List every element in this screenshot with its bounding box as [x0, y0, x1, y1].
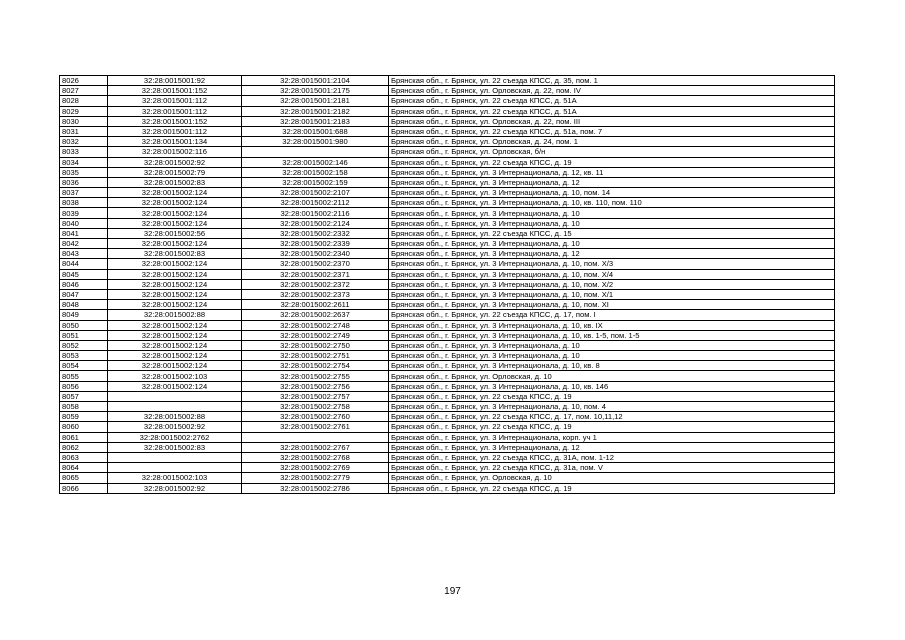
table-row [60, 463, 835, 473]
row-number-cell: 8048 [60, 300, 108, 310]
quarter-cadastral-cell [108, 402, 242, 412]
cadastral-number-cell: 32:28:0015002:2761 [242, 422, 389, 432]
cadastral-number-cell: 32:28:0015002:2779 [242, 473, 389, 483]
row-number-cell: 8042 [60, 239, 108, 249]
quarter-cadastral-cell: 32:28:0015002:124 [108, 239, 242, 249]
table-row [60, 106, 835, 116]
cadastral-number-cell: 32:28:0015002:2768 [242, 452, 389, 462]
row-number-cell: 8047 [60, 289, 108, 299]
address-cell: Брянская обл., г. Брянск, ул. 3 Интернационала, д. 10 [389, 208, 835, 218]
row-number-cell: 8066 [60, 483, 108, 493]
table-row [60, 310, 835, 320]
quarter-cadastral-cell: 32:28:0015002:116 [108, 147, 242, 157]
page-number: 197 [444, 586, 461, 597]
cadastral-number-cell: 32:28:0015002:2371 [242, 269, 389, 279]
quarter-cadastral-cell: 32:28:0015002:83 [108, 249, 242, 259]
cadastral-number-cell: 32:28:0015002:2372 [242, 279, 389, 289]
address-cell: Брянская обл., г. Брянск, ул. 3 Интернационала, д. 10, кв. 8 [389, 361, 835, 371]
cadastral-number-cell: 32:28:0015002:2751 [242, 351, 389, 361]
address-cell: Брянская обл., г. Брянск, ул. 3 Интернационала, корп. уч 1 [389, 432, 835, 442]
cadastral-number-cell: 32:28:0015002:146 [242, 157, 389, 167]
cadastral-number-cell: 32:28:0015002:2757 [242, 391, 389, 401]
address-cell: Брянская обл., г. Брянск, ул. 3 Интернационала, д. 12 [389, 177, 835, 187]
row-number-cell: 8032 [60, 137, 108, 147]
cadastral-number-cell: 32:28:0015001:2183 [242, 116, 389, 126]
table-row [60, 228, 835, 238]
address-cell: Брянская обл., г. Брянск, ул. Орловская, д. 10 [389, 473, 835, 483]
cadastral-number-cell: 32:28:0015002:2112 [242, 198, 389, 208]
address-cell: Брянская обл., г. Брянск, ул. 3 Интернационала, д. 10, пом. Х/2 [389, 279, 835, 289]
address-cell: Брянская обл., г. Брянск, ул. Орловская, д. 22, пом. IV [389, 86, 835, 96]
quarter-cadastral-cell: 32:28:0015001:152 [108, 86, 242, 96]
row-number-cell: 8030 [60, 116, 108, 126]
table-row [60, 249, 835, 259]
quarter-cadastral-cell: 32:28:0015002:103 [108, 473, 242, 483]
quarter-cadastral-cell: 32:28:0015001:112 [108, 96, 242, 106]
row-number-cell: 8059 [60, 412, 108, 422]
row-number-cell: 8051 [60, 330, 108, 340]
table-row [60, 218, 835, 228]
row-number-cell: 8044 [60, 259, 108, 269]
address-cell: Брянская обл., г. Брянск, ул. 22 съезда КПСС, д. 51А [389, 106, 835, 116]
row-number-cell: 8037 [60, 188, 108, 198]
quarter-cadastral-cell: 32:28:0015002:83 [108, 442, 242, 452]
table-row [60, 239, 835, 249]
address-cell: Брянская обл., г. Брянск, ул. 22 съезда КПСС, д. 51а, пом. 7 [389, 126, 835, 136]
quarter-cadastral-cell: 32:28:0015002:88 [108, 310, 242, 320]
quarter-cadastral-cell: 32:28:0015002:2762 [108, 432, 242, 442]
cadastral-number-cell: 32:28:0015002:2340 [242, 249, 389, 259]
table-row [60, 188, 835, 198]
address-cell: Брянская обл., г. Брянск, ул. 3 Интернационала, д. 12 [389, 442, 835, 452]
table-row [60, 289, 835, 299]
cadastral-number-cell: 32:28:0015002:2637 [242, 310, 389, 320]
cadastral-number-cell: 32:28:0015002:2760 [242, 412, 389, 422]
table-row [60, 167, 835, 177]
address-cell: Брянская обл., г. Брянск, ул. 22 съезда КПСС, д. 31а, пом. V [389, 463, 835, 473]
row-number-cell: 8043 [60, 249, 108, 259]
address-cell: Брянская обл., г. Брянск, ул. 22 съезда КПСС, д. 19 [389, 391, 835, 401]
table-row [60, 116, 835, 126]
cadastral-number-cell: 32:28:0015002:159 [242, 177, 389, 187]
cadastral-number-cell [242, 432, 389, 442]
table-row [60, 259, 835, 269]
row-number-cell: 8055 [60, 371, 108, 381]
table-row [60, 330, 835, 340]
table-row [60, 381, 835, 391]
table-row [60, 86, 835, 96]
table-row [60, 371, 835, 381]
cadastral-number-cell: 32:28:0015002:158 [242, 167, 389, 177]
row-number-cell: 8057 [60, 391, 108, 401]
address-cell: Брянская обл., г. Брянск, ул. 3 Интернационала, д. 10, пом. Х/4 [389, 269, 835, 279]
cadastral-number-cell: 32:28:0015002:2373 [242, 289, 389, 299]
quarter-cadastral-cell: 32:28:0015002:92 [108, 483, 242, 493]
cadastral-number-cell: 32:28:0015002:2769 [242, 463, 389, 473]
table-row [60, 422, 835, 432]
quarter-cadastral-cell: 32:28:0015002:124 [108, 269, 242, 279]
table-row [60, 208, 835, 218]
cadastral-number-cell: 32:28:0015002:2611 [242, 300, 389, 310]
table-row [60, 432, 835, 442]
row-number-cell: 8031 [60, 126, 108, 136]
row-number-cell: 8041 [60, 228, 108, 238]
table-row [60, 177, 835, 187]
quarter-cadastral-cell: 32:28:0015002:79 [108, 167, 242, 177]
quarter-cadastral-cell: 32:28:0015002:124 [108, 330, 242, 340]
quarter-cadastral-cell: 32:28:0015002:124 [108, 218, 242, 228]
row-number-cell: 8036 [60, 177, 108, 187]
quarter-cadastral-cell: 32:28:0015001:112 [108, 126, 242, 136]
row-number-cell: 8040 [60, 218, 108, 228]
cadastral-number-cell: 32:28:0015002:2758 [242, 402, 389, 412]
quarter-cadastral-cell: 32:28:0015001:112 [108, 106, 242, 116]
address-cell: Брянская обл., г. Брянск, ул. Орловская, д. 10 [389, 371, 835, 381]
quarter-cadastral-cell: 32:28:0015002:92 [108, 157, 242, 167]
quarter-cadastral-cell: 32:28:0015002:124 [108, 279, 242, 289]
row-number-cell: 8035 [60, 167, 108, 177]
table-row [60, 320, 835, 330]
row-number-cell: 8060 [60, 422, 108, 432]
row-number-cell: 8029 [60, 106, 108, 116]
table-row [60, 76, 835, 86]
address-cell: Брянская обл., г. Брянск, ул. 22 съезда КПСС, д. 17, пом. 10,11,12 [389, 412, 835, 422]
quarter-cadastral-cell: 32:28:0015002:56 [108, 228, 242, 238]
address-cell: Брянская обл., г. Брянск, ул. Орловская, д. 24, пом. 1 [389, 137, 835, 147]
records-table-body [60, 76, 835, 494]
row-number-cell: 8054 [60, 361, 108, 371]
address-cell: Брянская обл., г. Брянск, ул. 22 съезда КПСС, д. 17, пом. I [389, 310, 835, 320]
address-cell: Брянская обл., г. Брянск, ул. 3 Интернационала, д. 10, пом. Х/3 [389, 259, 835, 269]
quarter-cadastral-cell: 32:28:0015002:103 [108, 371, 242, 381]
cadastral-number-cell: 32:28:0015002:2749 [242, 330, 389, 340]
table-row [60, 137, 835, 147]
address-cell: Брянская обл., г. Брянск, ул. 3 Интернационала, д. 10, пом. 14 [389, 188, 835, 198]
cadastral-number-cell: 32:28:0015002:2755 [242, 371, 389, 381]
row-number-cell: 8064 [60, 463, 108, 473]
row-number-cell: 8056 [60, 381, 108, 391]
quarter-cadastral-cell: 32:28:0015002:124 [108, 351, 242, 361]
quarter-cadastral-cell: 32:28:0015002:124 [108, 381, 242, 391]
cadastral-number-cell: 32:28:0015001:2104 [242, 76, 389, 86]
cadastral-number-cell: 32:28:0015002:2754 [242, 361, 389, 371]
address-cell: Брянская обл., г. Брянск, ул. 3 Интернационала, д. 10, пом. Х/1 [389, 289, 835, 299]
cadastral-number-cell: 32:28:0015002:2116 [242, 208, 389, 218]
row-number-cell: 8050 [60, 320, 108, 330]
records-table [59, 75, 835, 494]
address-cell: Брянская обл., г. Брянск, ул. 3 Интернационала, д. 10 [389, 340, 835, 350]
row-number-cell: 8028 [60, 96, 108, 106]
address-cell: Брянская обл., г. Брянск, ул. 3 Интернационала, д. 12, кв. 11 [389, 167, 835, 177]
table-row [60, 391, 835, 401]
table-row [60, 126, 835, 136]
address-cell: Брянская обл., г. Брянск, ул. 3 Интернационала, д. 10, кв. IX [389, 320, 835, 330]
cadastral-number-cell: 32:28:0015002:2332 [242, 228, 389, 238]
cadastral-number-cell: 32:28:0015001:2181 [242, 96, 389, 106]
address-cell: Брянская обл., г. Брянск, ул. 22 съезда КПСС, д. 15 [389, 228, 835, 238]
table-row [60, 442, 835, 452]
table-row [60, 402, 835, 412]
row-number-cell: 8049 [60, 310, 108, 320]
cadastral-number-cell: 32:28:0015002:2750 [242, 340, 389, 350]
address-cell: Брянская обл., г. Брянск, ул. 3 Интернационала, д. 10, кв. 146 [389, 381, 835, 391]
cadastral-number-cell: 32:28:0015001:2175 [242, 86, 389, 96]
row-number-cell: 8065 [60, 473, 108, 483]
row-number-cell: 8062 [60, 442, 108, 452]
table-row [60, 147, 835, 157]
row-number-cell: 8052 [60, 340, 108, 350]
cadastral-number-cell: 32:28:0015002:2767 [242, 442, 389, 452]
table-row [60, 157, 835, 167]
row-number-cell: 8027 [60, 86, 108, 96]
quarter-cadastral-cell: 32:28:0015002:124 [108, 289, 242, 299]
quarter-cadastral-cell: 32:28:0015001:152 [108, 116, 242, 126]
address-cell: Брянская обл., г. Брянск, ул. 3 Интернационала, д. 10, кв. 1-5, пом. 1-5 [389, 330, 835, 340]
table-row [60, 269, 835, 279]
address-cell: Брянская обл., г. Брянск, ул. 3 Интернационала, д. 12 [389, 249, 835, 259]
table-row [60, 351, 835, 361]
table-row [60, 452, 835, 462]
address-cell: Брянская обл., г. Брянск, ул. 22 съезда КПСС, д. 19 [389, 483, 835, 493]
row-number-cell: 8026 [60, 76, 108, 86]
address-cell: Брянская обл., г. Брянск, ул. 22 съезда КПСС, д. 35, пом. 1 [389, 76, 835, 86]
cadastral-number-cell: 32:28:0015002:2786 [242, 483, 389, 493]
table-row [60, 340, 835, 350]
row-number-cell: 8045 [60, 269, 108, 279]
address-cell: Брянская обл., г. Брянск, ул. 22 съезда КПСС, д. 31А, пом. 1-12 [389, 452, 835, 462]
address-cell: Брянская обл., г. Брянск, ул. 3 Интернационала, д. 10 [389, 351, 835, 361]
cadastral-number-cell: 32:28:0015002:2370 [242, 259, 389, 269]
table-row [60, 96, 835, 106]
table-row [60, 412, 835, 422]
cadastral-number-cell: 32:28:0015002:2748 [242, 320, 389, 330]
quarter-cadastral-cell: 32:28:0015002:88 [108, 412, 242, 422]
address-cell: Брянская обл., г. Брянск, ул. 3 Интернационала, д. 10 [389, 239, 835, 249]
table-row [60, 279, 835, 289]
quarter-cadastral-cell: 32:28:0015002:124 [108, 361, 242, 371]
row-number-cell: 8039 [60, 208, 108, 218]
address-cell: Брянская обл., г. Брянск, ул. 22 съезда КПСС, д. 19 [389, 157, 835, 167]
table-row [60, 483, 835, 493]
quarter-cadastral-cell [108, 463, 242, 473]
row-number-cell: 8061 [60, 432, 108, 442]
address-cell: Брянская обл., г. Брянск, ул. 22 съезда КПСС, д. 51А [389, 96, 835, 106]
address-cell: Брянская обл., г. Брянск, ул. 3 Интернационала, д. 10, пом. 4 [389, 402, 835, 412]
quarter-cadastral-cell [108, 391, 242, 401]
address-cell: Брянская обл., г. Брянск, ул. 22 съезда КПСС, д. 19 [389, 422, 835, 432]
quarter-cadastral-cell: 32:28:0015002:124 [108, 208, 242, 218]
table-row [60, 361, 835, 371]
quarter-cadastral-cell: 32:28:0015002:124 [108, 188, 242, 198]
quarter-cadastral-cell: 32:28:0015002:124 [108, 259, 242, 269]
row-number-cell: 8033 [60, 147, 108, 157]
quarter-cadastral-cell: 32:28:0015002:124 [108, 340, 242, 350]
row-number-cell: 8038 [60, 198, 108, 208]
table-row [60, 198, 835, 208]
quarter-cadastral-cell: 32:28:0015002:83 [108, 177, 242, 187]
address-cell: Брянская обл., г. Брянск, ул. 3 Интернационала, д. 10, пом. XI [389, 300, 835, 310]
address-cell: Брянская обл., г. Брянск, ул. Орловская, д. 22, пом. III [389, 116, 835, 126]
quarter-cadastral-cell: 32:28:0015002:124 [108, 198, 242, 208]
cadastral-number-cell: 32:28:0015001:688 [242, 126, 389, 136]
cadastral-number-cell: 32:28:0015002:2124 [242, 218, 389, 228]
table-row [60, 473, 835, 483]
table-row [60, 300, 835, 310]
cadastral-number-cell: 32:28:0015002:2339 [242, 239, 389, 249]
cadastral-number-cell: 32:28:0015001:2182 [242, 106, 389, 116]
quarter-cadastral-cell: 32:28:0015002:124 [108, 300, 242, 310]
quarter-cadastral-cell: 32:28:0015002:124 [108, 320, 242, 330]
row-number-cell: 8034 [60, 157, 108, 167]
address-cell: Брянская обл., г. Брянск, ул. 3 Интернационала, д. 10 [389, 218, 835, 228]
address-cell: Брянская обл., г. Брянск, ул. 3 Интернационала, д. 10, кв. 110, пом. 110 [389, 198, 835, 208]
row-number-cell: 8046 [60, 279, 108, 289]
cadastral-number-cell [242, 147, 389, 157]
quarter-cadastral-cell: 32:28:0015001:92 [108, 76, 242, 86]
quarter-cadastral-cell: 32:28:0015002:92 [108, 422, 242, 432]
row-number-cell: 8053 [60, 351, 108, 361]
quarter-cadastral-cell [108, 452, 242, 462]
cadastral-number-cell: 32:28:0015002:2107 [242, 188, 389, 198]
quarter-cadastral-cell: 32:28:0015001:134 [108, 137, 242, 147]
address-cell: Брянская обл., г. Брянск, ул. Орловская, б/н [389, 147, 835, 157]
row-number-cell: 8058 [60, 402, 108, 412]
row-number-cell: 8063 [60, 452, 108, 462]
cadastral-number-cell: 32:28:0015002:2756 [242, 381, 389, 391]
cadastral-number-cell: 32:28:0015001:980 [242, 137, 389, 147]
